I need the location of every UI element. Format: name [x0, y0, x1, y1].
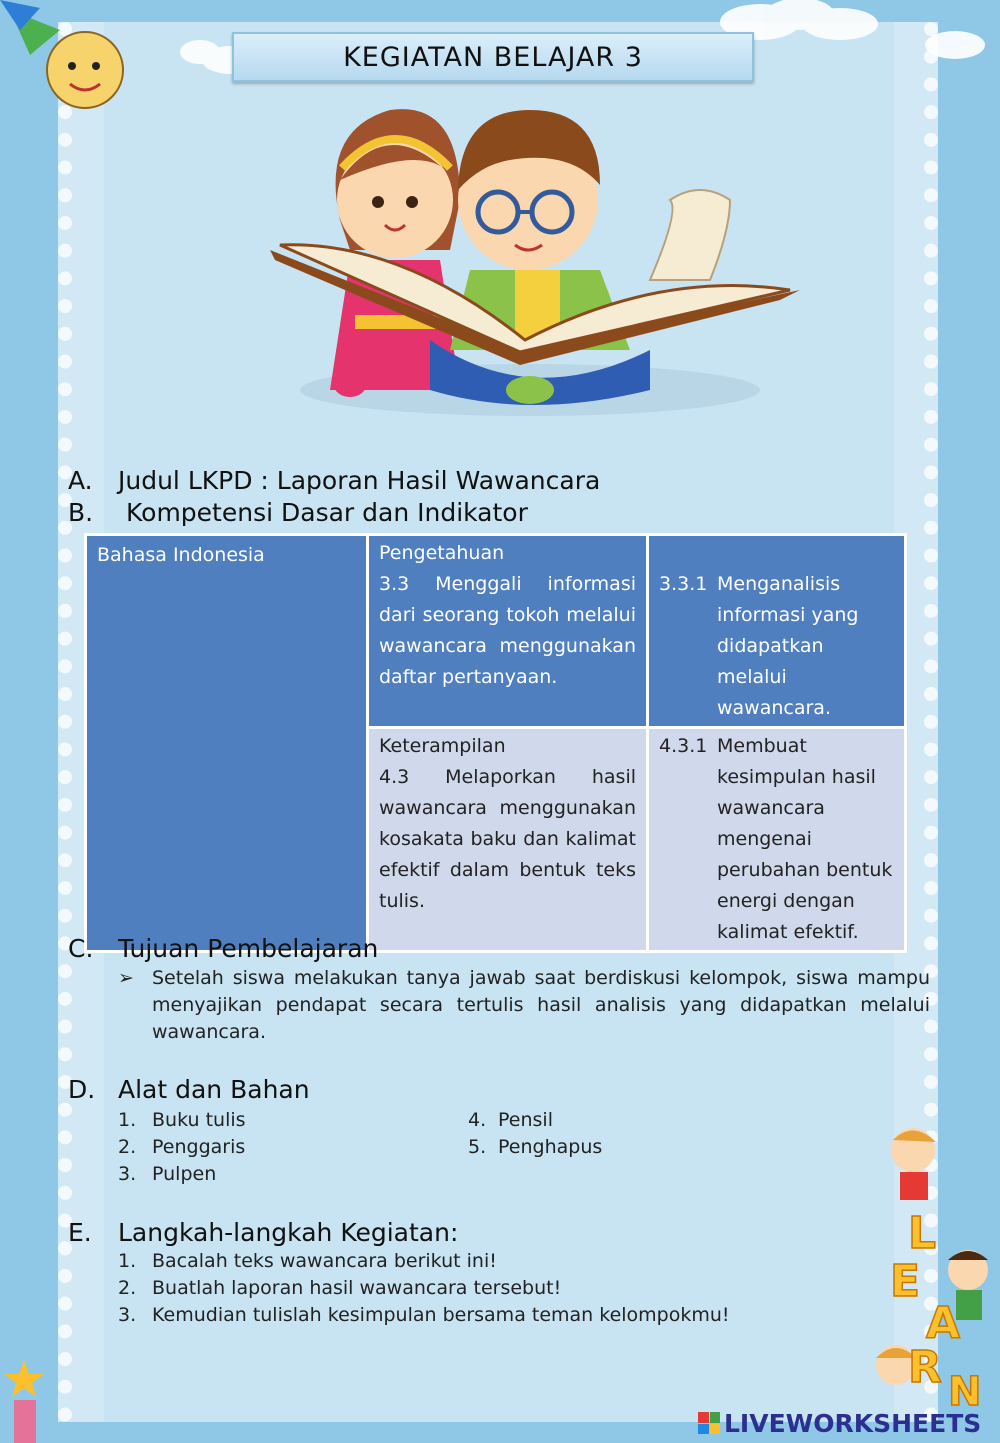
steps-list: [118, 1248, 730, 1329]
list-item: 1. Bacalah teks wawancara berikut ini!: [118, 1250, 497, 1272]
section-d-title: Alat dan Bahan: [118, 1075, 310, 1104]
section-c-letter: C.: [68, 934, 94, 963]
kd-pengetahuan-cell: [368, 535, 648, 728]
arrow-bullet-icon: ➢: [118, 967, 134, 989]
section-d-letter: D.: [68, 1075, 96, 1104]
subject-cell: [86, 535, 368, 952]
kd-indicator-table: [84, 533, 907, 953]
learn-kids-decoration: [868, 1120, 1000, 1410]
kd-3-3-text: 3.3 Menggali informasi dari seorang tokoh melalui wawancara menggunakan daftar pertanyaan.: [379, 573, 636, 688]
learn-letter: N: [948, 1369, 982, 1410]
indicator-4-3-1-cell: [648, 728, 906, 952]
section-c-title: Tujuan Pembelajaran: [118, 934, 379, 963]
tools-list-column-1: [118, 1107, 246, 1188]
tools-list-column-2: [468, 1107, 602, 1161]
kids-reading-illustration: [260, 90, 820, 430]
kd-4-3-text: 4.3 Melaporkan hasil wawancara menggunakan kosakata baku dan kalimat efektif dalam bentuk teks tulis.: [379, 766, 636, 912]
list-item: 2. Penggaris: [118, 1136, 246, 1158]
list-item: 2. Buatlah laporan hasil wawancara tersebut!: [118, 1277, 562, 1299]
section-a-letter: A.: [68, 466, 93, 495]
indicator-4-3-1-number: 4.3.1: [659, 735, 708, 757]
liveworksheets-logo: [698, 1408, 981, 1438]
section-c-paragraph: [118, 965, 930, 1046]
section-e-title: Langkah-langkah Kegiatan:: [118, 1218, 459, 1247]
indicator-3-3-1-text: Menganalisis informasi yang didapatkan melalui wawancara.: [717, 573, 859, 719]
section-e-heading: [68, 1218, 458, 1247]
section-c-body: Setelah siswa melakukan tanya jawab saat berdiskusi kelompok, siswa mampu menyajikan pendapat secara tertulis hasil analisis yang didapatkan melalui wawancara.: [152, 967, 930, 1043]
kd-keterampilan-cell: [368, 728, 648, 952]
section-c-heading: [68, 934, 378, 963]
section-a-heading: [68, 466, 600, 495]
pengetahuan-label: Pengetahuan: [379, 542, 505, 564]
boy-figure: [430, 110, 650, 405]
section-e-letter: E.: [68, 1218, 92, 1247]
learn-letter: L: [908, 1208, 937, 1259]
list-item: 3. Kemudian tulislah kesimpulan bersama teman kelompokmu!: [118, 1304, 730, 1326]
list-item: 1. Buku tulis: [118, 1109, 246, 1131]
subject-label: Bahasa Indonesia: [97, 544, 265, 566]
section-b-letter: B.: [68, 498, 94, 527]
logo-text: LIVEWORKSHEETS: [724, 1408, 982, 1438]
indicator-4-3-1-text: Membuat kesimpulan hasil wawancara mengenai perubahan bentuk energi dengan kalimat efektif.: [717, 735, 893, 943]
learn-letter: R: [908, 1342, 942, 1393]
list-item: 3. Pulpen: [118, 1163, 217, 1185]
section-b-heading: [68, 498, 528, 527]
star-icon: [4, 1360, 44, 1397]
learn-letter: E: [890, 1256, 921, 1307]
list-item: 5. Penghapus: [468, 1136, 603, 1158]
kite-kid-icon: [0, 0, 123, 108]
indicator-3-3-1-number: 3.3.1: [659, 573, 708, 595]
indicator-3-3-1-cell: [648, 535, 906, 728]
page-title: KEGIATAN BELAJAR 3: [232, 32, 754, 82]
keterampilan-label: Keterampilan: [379, 735, 506, 757]
star-decoration: [0, 1350, 60, 1443]
logo-grid-icon: [698, 1412, 720, 1434]
learn-letter: A: [926, 1298, 961, 1349]
section-d-heading: [68, 1075, 310, 1104]
list-item: 4. Pensil: [468, 1109, 553, 1131]
section-a-title: Judul LKPD : Laporan Hasil Wawancara: [118, 466, 601, 495]
section-b-title: Kompetensi Dasar dan Indikator: [126, 498, 528, 527]
